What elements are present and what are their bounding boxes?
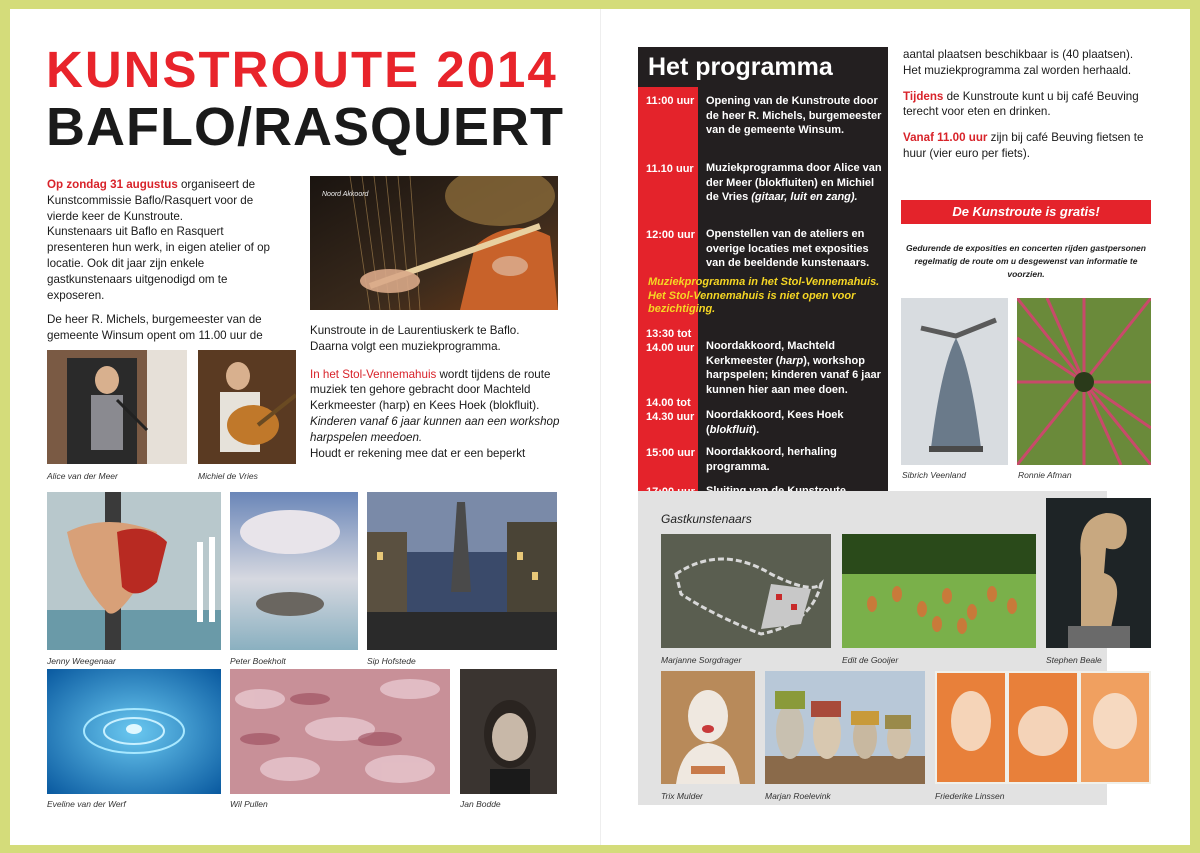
stol-label: In het Stol-Vennemahuis xyxy=(310,367,437,381)
intro-p5: wordt tijdens de route muziek ten gehore gebracht door Machteld Kerkmeester (harp) en Kees Hoek (blokfluit). xyxy=(310,367,551,413)
right-p2: de Kunstroute kunt u bij café Beuving terecht voor eten en drinken. xyxy=(903,89,1139,119)
program-event-2: Muziekprogramma door Alice van der Meer (blokfluiten) en Michiel de Vries (gitaar, luit en zang). xyxy=(706,162,882,204)
marjanne-photo xyxy=(661,534,831,648)
program-event-1: Opening van de Kunstroute door de heer R. Michels, burgemeester van de gemeente Winsum. xyxy=(706,95,882,137)
program-time-3: 12:00 uur xyxy=(646,229,695,241)
caption-sibrich: Sibrich Veenland xyxy=(902,470,966,480)
program-time-2: 11.10 uur xyxy=(646,163,694,175)
intro-p4: Kunstroute in de Laurentiuskerk te Baflo. Daarna volgt een muziekprogramma. xyxy=(310,324,520,353)
eveline-photo xyxy=(47,669,221,794)
caption-edit: Edit de Gooijer xyxy=(842,655,899,665)
program-time-6: 15:00 uur xyxy=(646,447,695,459)
intro-date: Op zondag 31 augustus xyxy=(47,178,178,191)
caption-friederike: Friederike Linssen xyxy=(935,791,1005,801)
sibrich-photo xyxy=(901,298,1008,465)
marjan-photo xyxy=(765,671,925,784)
page-fold xyxy=(600,9,601,845)
caption-eveline: Eveline van der Werf xyxy=(47,799,126,809)
program-event-6: Noordakkoord, herhaling programma. xyxy=(706,446,837,473)
program-time-1: 11:00 uur xyxy=(646,95,695,107)
caption-michiel: Michiel de Vries xyxy=(198,471,258,481)
program-panel xyxy=(638,47,888,504)
intro-p6: Houdt er rekening mee dat er een beperkt xyxy=(310,446,526,460)
friederike-photo xyxy=(935,671,1151,784)
gast-title: Gastkunstenaars xyxy=(661,512,752,526)
caption-sip: Sip Hofstede xyxy=(367,656,416,666)
intro-p3: De heer R. Michels, burgemeester van de gemeente Winsum opent om 11.00 uur de xyxy=(47,313,263,343)
caption-marjanne: Marjanne Sorgdrager xyxy=(661,655,742,665)
ronnie-photo xyxy=(1017,298,1151,465)
right-p3: zijn bij café Beuving fietsen te huur (vier euro per fiets). xyxy=(903,131,1144,160)
sip-photo xyxy=(367,492,557,650)
gratis-banner: De Kunstroute is gratis! xyxy=(901,200,1151,224)
noord-akkoord-label: Noord Akkoord xyxy=(322,191,369,198)
jenny-photo xyxy=(47,492,221,650)
caption-peter: Peter Boekholt xyxy=(230,656,286,666)
program-event-4: Noordakkoord, Machteld Kerkmeester (harp), workshop harpspelen; kinderen vanaf 6 jaar kunnen hier aan mee doen. xyxy=(706,340,881,396)
muziek-note: Muziekprogramma in het Stol-Vennemahuis. Het Stol-Vennemahuis is niet open voor bezichtiging. xyxy=(648,276,880,316)
caption-stephen: Stephen Beale xyxy=(1046,655,1102,665)
caption-marjan: Marjan Roelevink xyxy=(765,791,831,801)
michiel-photo xyxy=(198,350,296,464)
peter-photo xyxy=(230,492,358,650)
caption-trix: Trix Mulder xyxy=(661,791,703,801)
intro-p1: organiseert de Kunstcommissie Baflo/Rasquert voor de vierde keer de Kunstroute. xyxy=(47,178,256,223)
info-note: Gedurende de exposities en concerten rijden gastpersonen regelmatig de route om u desgewenst van informatie te voorzien. xyxy=(906,243,1146,279)
program-title: Het programma xyxy=(648,53,833,81)
intro-p2: Kunstenaars uit Baflo en Rasquert presenteren hun werk, in eigen atelier of op locatie. Ook dit jaar zijn enkele gastkunstenaars uitgenodigd om te exposeren. xyxy=(47,225,270,302)
jan-photo xyxy=(460,669,557,794)
tijdens-label: Tijdens xyxy=(903,89,944,103)
intro-text xyxy=(47,177,287,344)
title-kunstroute: KUNSTROUTE 2014 xyxy=(46,41,558,98)
wil-photo xyxy=(230,669,450,794)
stephen-photo xyxy=(1046,498,1151,648)
program-event-3: Openstellen van de ateliers en overige locaties met exposities van de beeldende kunstenaars. xyxy=(706,228,870,270)
alice-photo xyxy=(47,350,187,464)
noord-akkoord-photo xyxy=(310,176,558,310)
program-event-5: Noordakkoord, Kees Hoek (blokfluit). xyxy=(706,409,844,436)
middle-text xyxy=(310,323,560,461)
vanaf-label: Vanaf 11.00 uur xyxy=(903,131,988,145)
caption-jan: Jan Bodde xyxy=(460,799,501,809)
program-time-5: 14.00 tot 14.30 uur xyxy=(646,397,695,423)
program-time-4: 13:30 tot 14.00 uur xyxy=(646,328,695,354)
title-location: BAFLO/RASQUERT xyxy=(46,97,564,157)
caption-wil: Wil Pullen xyxy=(230,799,268,809)
caption-ronnie: Ronnie Afman xyxy=(1018,470,1072,480)
caption-alice: Alice van der Meer xyxy=(47,471,118,481)
edit-photo xyxy=(842,534,1036,648)
trix-photo xyxy=(661,671,755,784)
right-text xyxy=(903,47,1153,162)
right-p1: aantal plaatsen beschikbaar is (40 plaatsen). Het muziekprogramma zal worden herhaald. xyxy=(903,48,1134,77)
caption-jenny: Jenny Weegenaar xyxy=(47,656,116,666)
intro-p5-italic: Kinderen vanaf 6 jaar kunnen aan een workshop harpspelen meedoen. xyxy=(310,414,560,444)
